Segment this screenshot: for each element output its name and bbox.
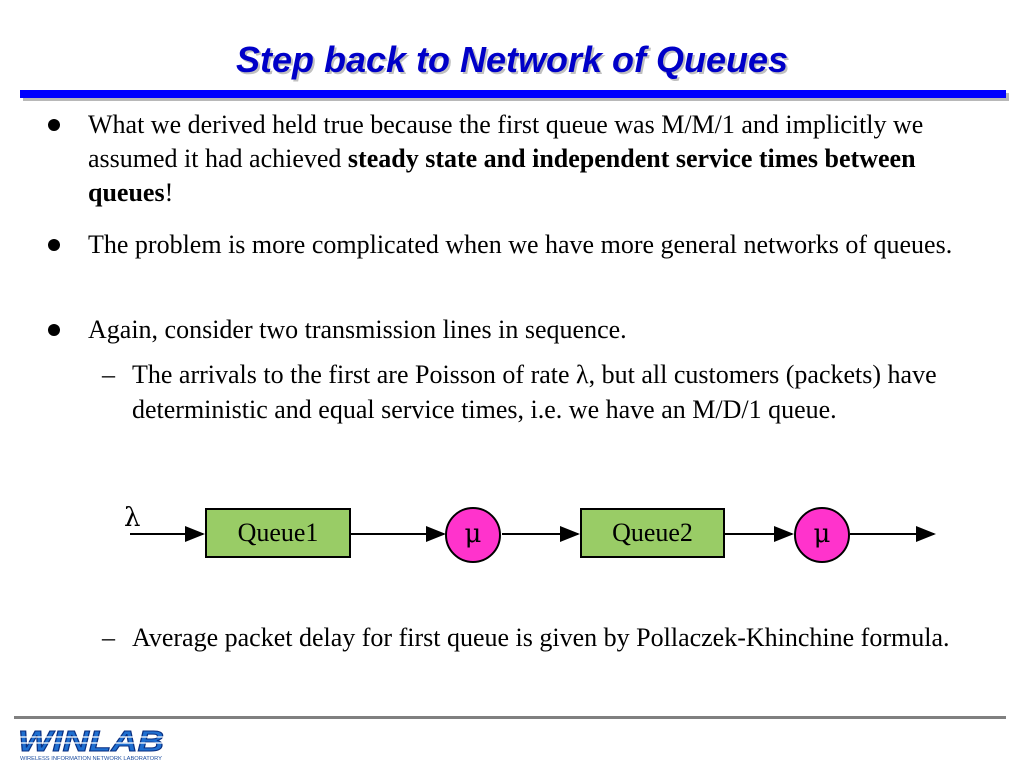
queue1-box: Queue1 xyxy=(205,508,351,558)
server1-circle: μ xyxy=(445,507,501,563)
bullet-1-text-bold: steady state and independent service times between queues xyxy=(88,144,916,207)
bullet-2-text: The problem is more complicated when we have more general networks of queues. xyxy=(88,230,953,259)
subbullet-1-text: The arrivals to the first are Poisson of rate λ, but all customers (packets) have deterministic and equal service times, i.e. we have an M/D/1 queue. xyxy=(132,360,937,424)
queue2-box: Queue2 xyxy=(580,508,725,558)
bullet-3-text: Again, consider two transmission lines in sequence. xyxy=(88,315,627,344)
dash-marker: – xyxy=(102,360,115,389)
arrival-rate-label: λ xyxy=(124,503,141,533)
subbullet-2 xyxy=(102,620,992,655)
server2-circle: μ xyxy=(794,507,850,563)
bullet-1-text-end: ! xyxy=(164,178,174,207)
slide-title: Step back to Network of Queues xyxy=(235,39,789,80)
dash-marker: – xyxy=(102,623,115,652)
winlab-logo xyxy=(16,725,168,763)
svg-text:WIRELESS INFORMATION NETWORK L: WIRELESS INFORMATION NETWORK LABORATORY xyxy=(20,756,163,762)
winlab-logo-graphic xyxy=(16,725,168,763)
subbullet-2-text: Average packet delay for first queue is given by Pollaczek-Khinchine formula. xyxy=(132,623,950,652)
bullet-1-text-plain: What we derived held true because the first queue was M/M/1 and implicitly we assumed it had achieved xyxy=(88,110,924,173)
svg-text:WINLAB: WINLAB xyxy=(18,726,164,758)
footer-divider xyxy=(14,716,1006,719)
